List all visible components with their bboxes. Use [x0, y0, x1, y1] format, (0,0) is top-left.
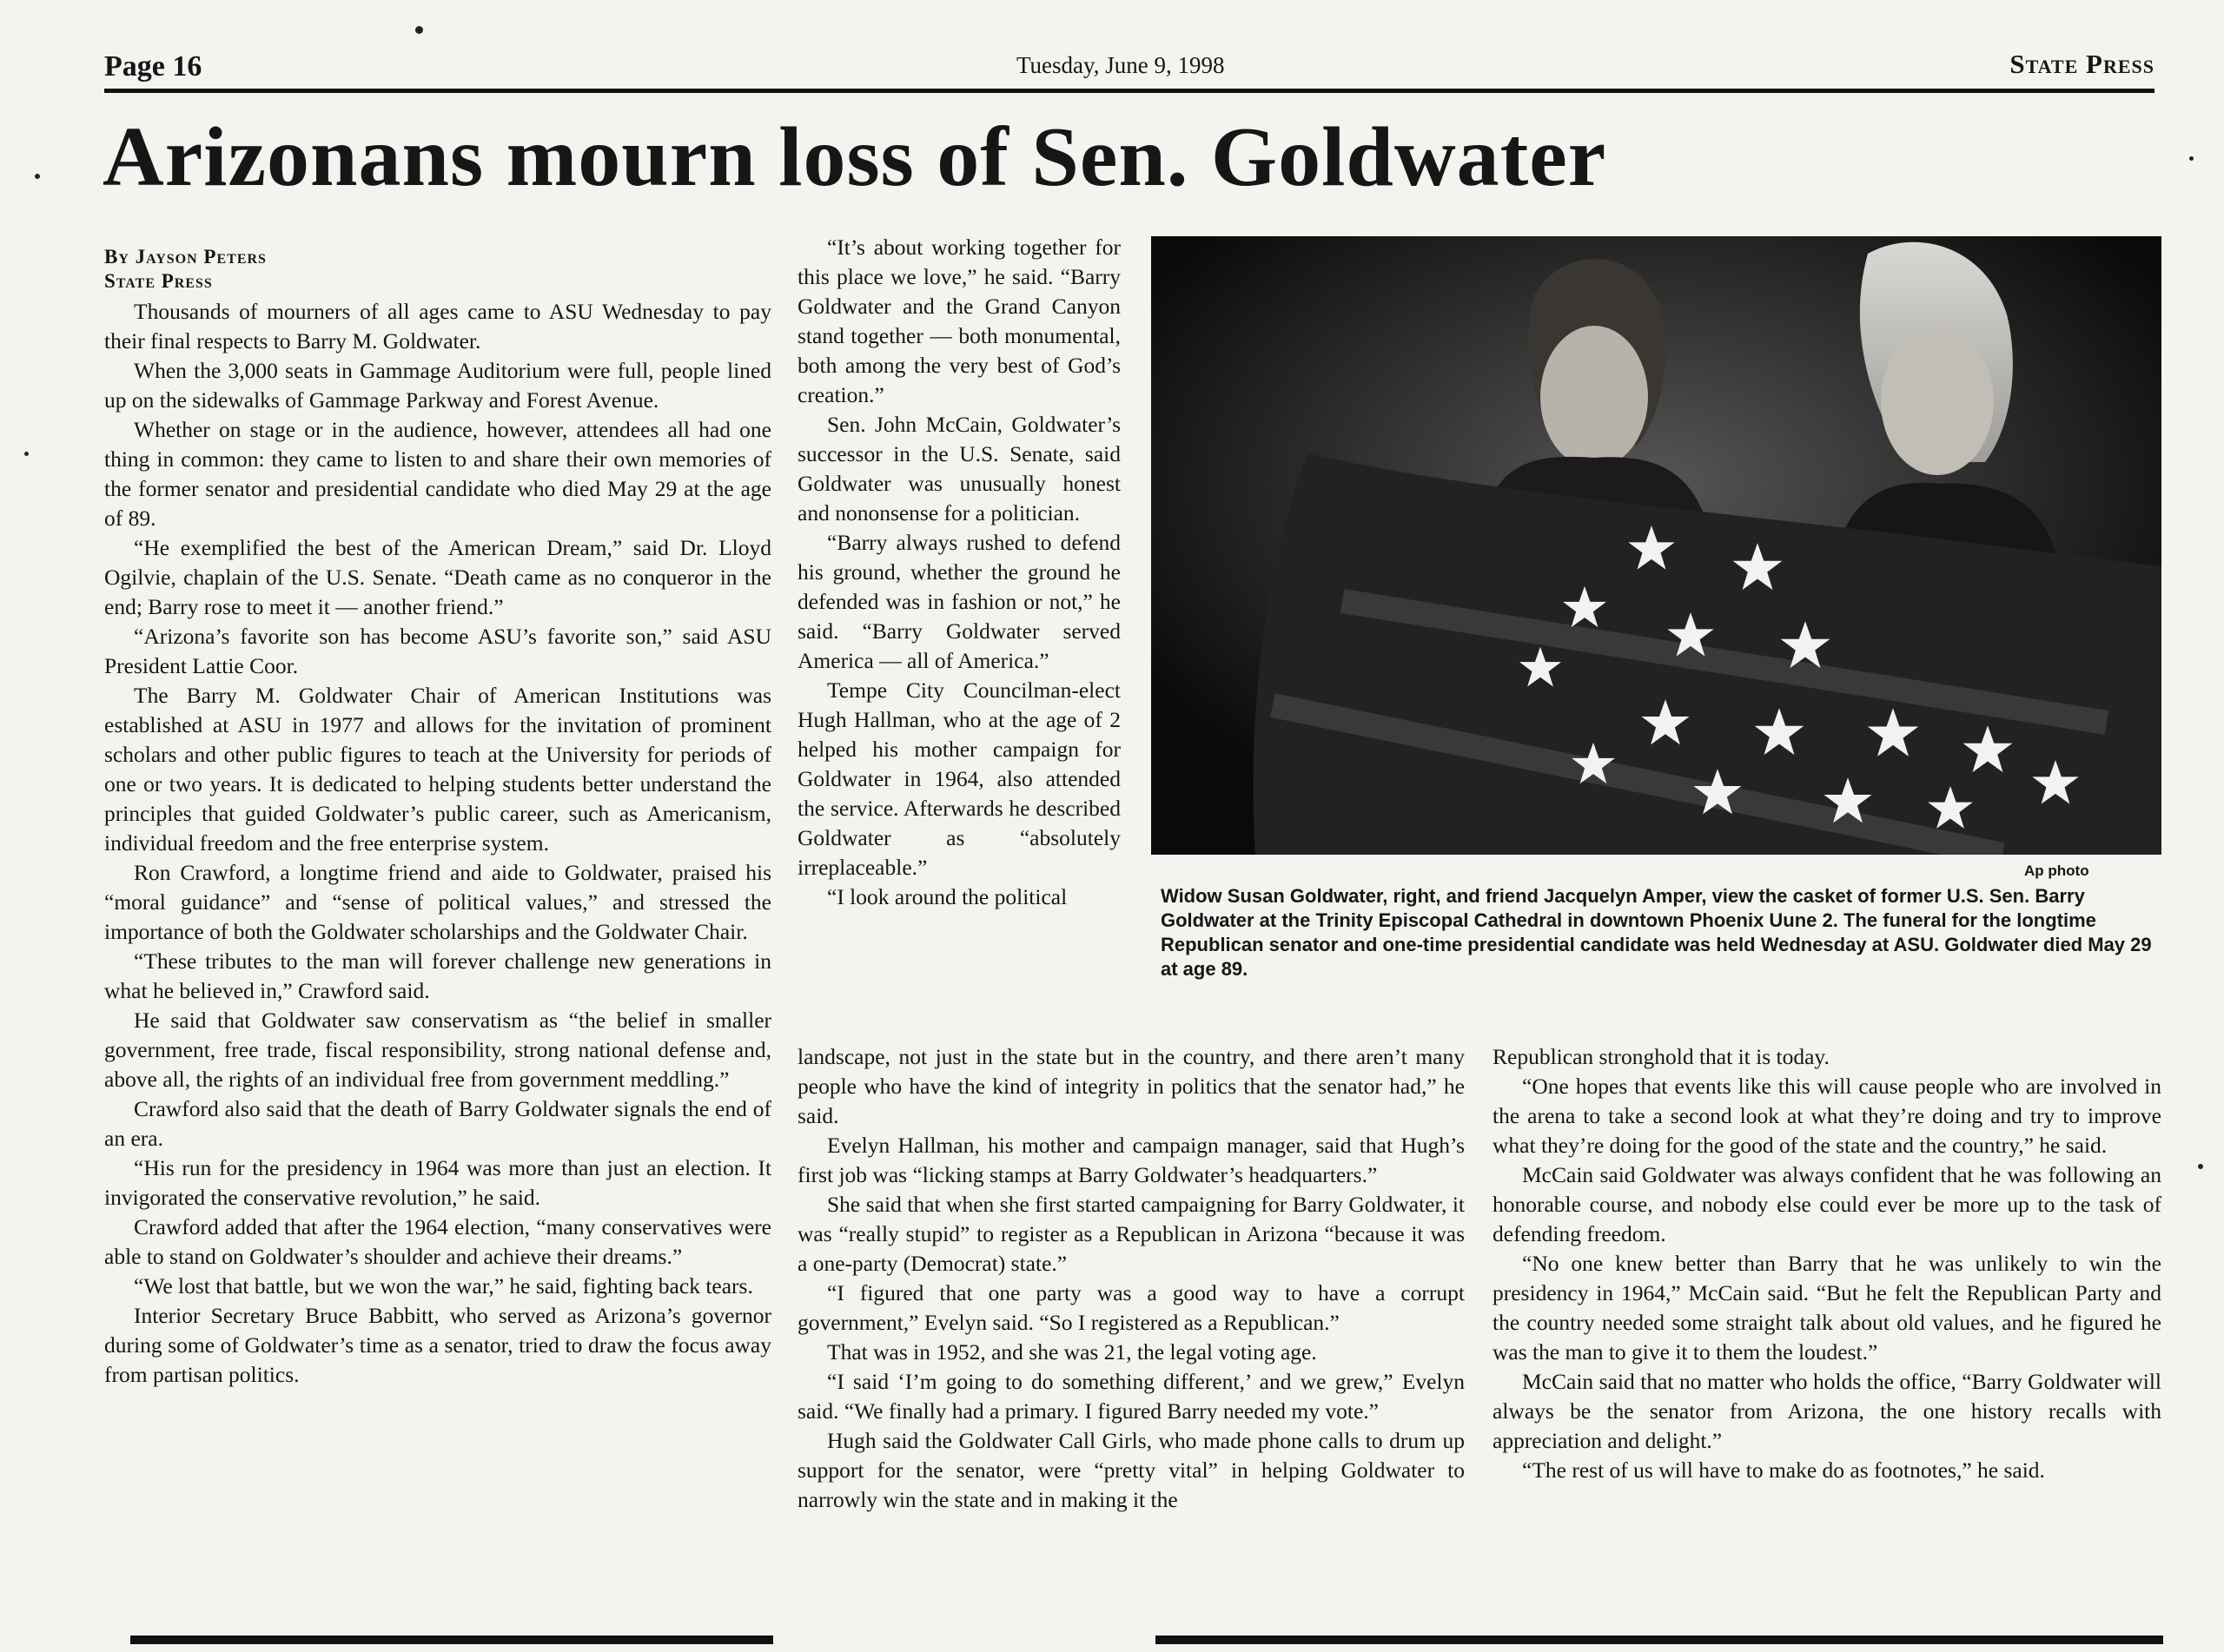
newspaper-name: State Press: [2009, 49, 2154, 79]
byline-outlet: State Press: [104, 270, 213, 292]
scan-speck: [35, 174, 40, 179]
paragraph: Ron Crawford, a longtime friend and aide to Goldwater, praised his “moral guidance” and “sense of political values,” and stressed the importance of both the Goldwater scholarships and the Goldwater Chair.: [104, 860, 771, 944]
paragraph: “He exemplified the best of the American Dream,” said Dr. Lloyd Ogilvie, chaplain of the U.S. Senate. “Death came as no conqueror in the end; Barry rose to meet it — another friend.”: [104, 535, 771, 619]
paragraph: “It’s about working together for this place we love,” he said. “Barry Goldwater and the Grand Canyon stand together — both monumental, both among the very best of God’s creation.”: [798, 235, 1121, 407]
article-column-3: [798, 1042, 1465, 1515]
paragraph: “The rest of us will have to make do as footnotes,” he said.: [1522, 1457, 2045, 1483]
paragraph: Crawford added that after the 1964 election, “many conservatives were able to stand on Goldwater’s shoulder and achieve their dreams.”: [104, 1214, 771, 1269]
paragraph: Sen. John McCain, Goldwater’s successor in the U.S. Senate, said Goldwater was unusually honest and nononsense for a politician.: [798, 412, 1121, 525]
article-column-1: [104, 245, 771, 1390]
headline: Arizonans mourn loss of Sen. Goldwater: [103, 110, 1607, 204]
paragraph: “His run for the presidency in 1964 was more than just an election. It invigorated the conservative revolution,” he said.: [104, 1155, 771, 1210]
scan-speck: [2189, 156, 2194, 161]
news-photo: [1151, 236, 2161, 855]
paragraph: That was in 1952, and she was 21, the legal voting age.: [827, 1339, 1317, 1365]
scan-speck: [415, 26, 423, 34]
masthead-rule: [104, 89, 2154, 93]
photo-caption: Widow Susan Goldwater, right, and friend Jacquelyn Amper, view the casket of former U.S. Sen. Barry Goldwater at the Trinity Episcopal Cathedral in downtown Phoenix Uune 2. The funeral for the longtime Republican senator and one-time presidential candidate was held Wednesday at ASU. Goldwater died May 29 at age 89.: [1161, 885, 2152, 980]
paragraph: The Barry M. Goldwater Chair of American Institutions was established at ASU in 1977 and allows for the invitation of prominent scholars and other public figures to teach at the University for periods of one or two years. It is dedicated to helping students better understand the principles that guided Goldwater’s public career, such as Americanism, individual freedom and the free enterprise system.: [104, 683, 771, 856]
scan-speck: [24, 452, 29, 456]
paragraph: Tempe City Councilman-elect Hugh Hallman, who at the age of 2 helped his mother campaign for Goldwater in 1964, also attended the service. Afterwards he described Goldwater as “absolutely irreplaceable.”: [798, 677, 1121, 880]
paragraph: “One hopes that events like this will cause people who are involved in the arena to take a second look at what they’re doing and try to improve what they’re doing for the good of the state and the country,” he said.: [1493, 1074, 2161, 1158]
masthead: [104, 42, 2154, 92]
paragraph: Interior Secretary Bruce Babbitt, who served as Arizona’s governor during some of Goldwater’s time as a senator, tried to draw the focus away from partisan politics.: [104, 1303, 771, 1387]
paragraph: landscape, not just in the state but in the country, and there aren’t many people who have the kind of integrity in politics that the senator had,” he said.: [798, 1044, 1465, 1128]
paragraph: When the 3,000 seats in Gammage Auditorium were full, people lined up on the sidewalks of Gammage Parkway and Forest Avenue.: [104, 358, 771, 413]
paragraph: Thousands of mourners of all ages came to ASU Wednesday to pay their final respects to Barry M. Goldwater.: [104, 299, 771, 354]
paragraph: Crawford also said that the death of Barry Goldwater signals the end of an era.: [104, 1096, 771, 1151]
issue-date: Tuesday, June 9, 1998: [1016, 52, 1225, 78]
paragraph: Evelyn Hallman, his mother and campaign manager, said that Hugh’s first job was “licking stamps at Barry Goldwater’s headquarters.”: [798, 1133, 1465, 1187]
paragraph: “Barry always rushed to defend his ground, whether the ground he defended was in fashion or not,” he said. “Barry Goldwater served America — all of America.”: [798, 530, 1121, 673]
paragraph: McCain said Goldwater was always confident that he was following an honorable course, and nobody else could ever be more up to the task of defending freedom.: [1493, 1162, 2161, 1246]
bottom-rule-right: [1155, 1635, 2163, 1644]
paragraph: “I said ‘I’m going to do something different,’ and we grew,” Evelyn said. “We finally had a primary. I figured Barry needed my vote.”: [798, 1369, 1465, 1424]
paragraph: “No one knew better than Barry that he was unlikely to win the presidency in 1964,” McCain said. “But he felt the Republican Party and the country needed some straight talk about old values, and he figured he was the man to give it to them the loudest.”: [1493, 1251, 2161, 1365]
paragraph: Whether on stage or in the audience, however, attendees all had one thing in common: they came to listen to and share their own memories of the former senator and presidential candidate who died May 29 at the age of 89.: [104, 417, 771, 531]
paragraph: He said that Goldwater saw conservatism as “the belief in smaller government, free trade, fiscal responsibility, strong national defense and, above all, the rights of an individual free from government meddling.”: [104, 1008, 771, 1092]
article-column-2: [798, 233, 1121, 912]
paragraph: “We lost that battle, but we won the war,” he said, fighting back tears.: [134, 1273, 753, 1298]
paragraph: “These tributes to the man will forever challenge new generations in what he believed in,” Crawford said.: [104, 948, 771, 1003]
flag-draped-casket-photo: [1151, 236, 2161, 855]
paragraph: “Arizona’s favorite son has become ASU’s favorite son,” said ASU President Lattie Coor.: [104, 624, 771, 678]
paragraph: She said that when she first started campaigning for Barry Goldwater, it was “really stupid” to register as a Republican in Arizona “because it was a one-party (Democrat) state.”: [798, 1192, 1465, 1276]
page-number: Page 16: [104, 50, 202, 83]
paragraph: Hugh said the Goldwater Call Girls, who made phone calls to drum up support for the senator, were “pretty vital” in helping Goldwater to narrowly win the state and in making it the: [798, 1428, 1465, 1512]
scan-speck: [2198, 1164, 2203, 1169]
byline-author: By Jayson Peters: [104, 246, 267, 268]
paragraph: “I figured that one party was a good way to have a corrupt government,” Evelyn said. “So I registered as a Republican.”: [798, 1280, 1465, 1335]
paragraph: “I look around the political: [827, 884, 1068, 909]
bottom-rule-left: [130, 1635, 773, 1644]
photo-credit: Ap photo: [2024, 862, 2089, 879]
paragraph: McCain said that no matter who holds the office, “Barry Goldwater will always be the senator from Arizona, the one history recalls with appreciation and delight.”: [1493, 1369, 2161, 1453]
article-column-4: [1493, 1042, 2161, 1485]
paragraph: Republican stronghold that it is today.: [1493, 1044, 1830, 1069]
